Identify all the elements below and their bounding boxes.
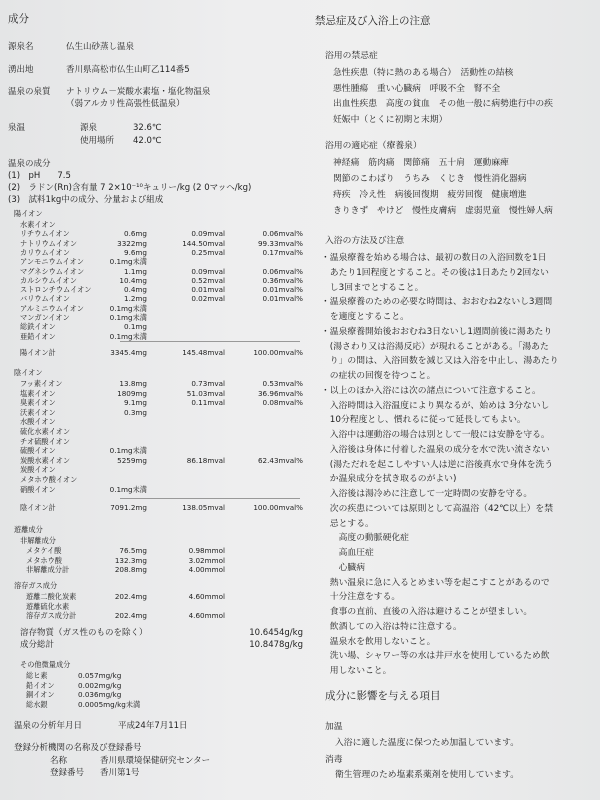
ion-mval-percent: 0.06mval% — [262, 266, 303, 276]
component-name: 遊離二酸化炭素 — [26, 592, 77, 601]
ion-mval-percent: 0.06mval% — [262, 229, 303, 239]
ion-mval-percent: 0.36mval% — [262, 275, 303, 285]
ion-name: 水素イオン — [20, 220, 56, 229]
total-value: 10.8478g/kg — [249, 640, 303, 650]
divider — [120, 341, 300, 342]
gas-title: 溶存ガス成分 — [14, 581, 58, 590]
ion-mval-percent: 100.00mval% — [253, 348, 303, 357]
indication-item: 痔疾 冷え性 病後回復期 疲労回復 健康増進 — [333, 190, 527, 200]
method-line: 心臓病 — [321, 562, 365, 573]
method-line: 温泉水を飲用しないこと。 — [321, 636, 436, 647]
ion-mg: 1.2mg — [124, 294, 147, 304]
ion-mg: 3322mg — [117, 238, 147, 248]
components-title: 温泉の成分 — [8, 159, 51, 169]
ion-name: 総鉄イオン — [20, 322, 56, 332]
method-line: 飲酒しての入浴は特に注意する。 — [321, 621, 462, 632]
temp-use-label: 使用場所 — [80, 136, 115, 146]
temp-source: 32.6℃ — [133, 123, 162, 133]
component-name: メタホウ酸 — [26, 555, 62, 565]
method-line: 高血圧症 — [321, 548, 374, 558]
trace-name: 鉛イオン — [26, 680, 55, 690]
temp-label: 泉温 — [8, 123, 26, 133]
ion-mg: 10.4mg — [119, 275, 147, 285]
method-line: り」の間は、入浴回数を減じ又は入浴を中止し、湯あたり — [321, 356, 559, 367]
quality-line-1: ナトリウム－炭酸水素塩・塩化物温泉 — [66, 87, 211, 97]
free-subtitle: 非解離成分 — [20, 536, 56, 545]
source-name-label: 源泉名 — [8, 42, 34, 52]
trace-value: 0.002mg/kg — [78, 680, 122, 690]
ion-mg: 7091.2mg — [110, 503, 147, 512]
ion-mval: 0.01mval — [191, 285, 225, 295]
ion-name: 水酸イオン — [20, 417, 56, 427]
ion-mval: 86.18mval — [186, 455, 225, 465]
divider — [120, 498, 300, 499]
ion-mval: 145.48mval — [182, 348, 225, 357]
trace-value: 0.036mg/kg — [78, 690, 122, 699]
ion-mval-percent: 100.00mval% — [253, 503, 303, 512]
ion-name: ストロンチウムイオン — [20, 285, 92, 295]
ion-name: カルシウムイオン — [20, 275, 77, 285]
ion-mval-percent: 0.01mval% — [262, 294, 303, 304]
ion-mg: 0.1mg未満 — [109, 303, 147, 313]
registry-no-label: 登録番号 — [50, 768, 85, 778]
ion-name: アルミニウムイオン — [20, 303, 84, 313]
ion-name: 硫化水素イオン — [20, 427, 71, 436]
ion-name: リチウムイオン — [20, 229, 70, 239]
method-line: (湯さわり又は浴湯反応）が現れることがある。「湯あた — [321, 341, 549, 352]
component-mmol: 0.98mmol — [188, 546, 225, 555]
trace-name: 銅イオン — [26, 690, 55, 699]
method-line: ・温泉療養を始める場合は、最初の数日の入浴回数を1日 — [321, 253, 547, 263]
cation-title: 陽イオン — [14, 209, 43, 218]
component-mg: 202.4mg — [114, 592, 147, 601]
ion-name: チオ硫酸イオン — [20, 436, 70, 446]
component-name: 非解離成分計 — [26, 565, 70, 574]
component-mg: 208.8mg — [114, 565, 147, 574]
ion-mval: 144.50mval — [182, 238, 225, 248]
location: 香川県高松市仏生山町乙114番5 — [66, 65, 190, 75]
method-line: 入浴後は身体に付着した温泉の成分を水で洗い流さない — [321, 444, 550, 455]
ion-mg: 9.6mg — [124, 247, 147, 257]
component-mmol: 4.60mmol — [188, 592, 225, 601]
method-line: 入浴後は湯冷めに注意して一定時間の安静を守る。 — [321, 489, 533, 499]
quality-line-2: （弱アルカリ性高張性低温泉） — [66, 99, 185, 109]
method-line: 10分程度とし、慣れるに従って延長してもよい。 — [321, 415, 526, 426]
indication-title: 浴用の適応症（療養泉） — [325, 141, 422, 151]
registry-name: 香川県環境保健研究センター — [100, 756, 211, 766]
ion-name: 塩素イオン — [20, 388, 56, 398]
ion-mg: 0.3mg — [124, 407, 147, 417]
ion-mg: 0.1mg未満 — [109, 257, 147, 267]
ion-name: 臭素イオン — [20, 398, 56, 408]
component-mg: 202.4mg — [114, 611, 147, 620]
component-mg: 76.5mg — [119, 546, 147, 555]
method-line: 入浴時間は入浴温度により異なるが、始めは 3分ないし — [321, 400, 550, 411]
ion-mval-percent: 0.53mval% — [262, 379, 303, 388]
ion-mg: 0.1mg未満 — [109, 331, 147, 341]
ion-name: メタホウ酸イオン — [20, 475, 78, 484]
component-name: 遊離硫化水素 — [26, 601, 70, 611]
heating-title: 加温 — [325, 722, 343, 732]
component-mmol: 4.00mmol — [188, 565, 225, 574]
ion-mg: 3345.4mg — [110, 348, 147, 357]
ion-mg: 0.1mg — [124, 322, 147, 332]
method-line: 十分注意をする。 — [321, 592, 401, 603]
method-line: か温泉成分を拭き取るのがよい) — [321, 474, 457, 485]
method-line: (湯ただれを起こしやすい人は逆に浴後真水で身体を洗う — [321, 459, 554, 470]
composition-title: 成分 — [8, 13, 29, 25]
ion-mval: 0.11mval — [191, 398, 225, 408]
ph-line: (1) pH 7.5 — [8, 171, 71, 181]
ion-mg: 0.1mg未満 — [109, 446, 147, 456]
total-label: 成分総計 — [20, 640, 55, 650]
ion-mg: 0.1mg未満 — [109, 484, 147, 494]
free-title: 遊離成分 — [14, 525, 43, 534]
ion-name: 亜鉛イオン — [20, 331, 56, 341]
ion-mval-percent: 99.33mval% — [257, 238, 303, 248]
indication-item: 神経痛 筋肉痛 関節痛 五十肩 運動麻痺 — [333, 158, 509, 168]
ion-name: フッ素イオン — [20, 379, 63, 388]
ion-name: アンモニウムイオン — [20, 257, 84, 267]
contraindication-item: 急性疾患（特に熱のある場合） 活動性の結核 — [333, 68, 514, 78]
contraindication-item: 悪性腫瘍 重い心臓病 呼吸不全 腎不全 — [333, 83, 501, 94]
component-name: メタケイ酸 — [26, 546, 62, 555]
indication-item: きりきず やけど 慢性皮膚病 虚弱児童 慢性婦人病 — [333, 206, 553, 216]
ion-mval-percent: 36.96mval% — [257, 388, 303, 398]
ion-mval-percent: 0.08mval% — [262, 398, 303, 408]
component-name: 溶存ガス成分計 — [26, 611, 77, 620]
trace-value: 0.0005mg/kg未満 — [78, 699, 141, 709]
method-line: を適度とすること。 — [321, 312, 409, 322]
method-line: 高度の動脈硬化症 — [321, 533, 409, 544]
method-line: し3回までとすること。 — [321, 282, 424, 293]
ion-name: 硝酸イオン — [20, 484, 56, 494]
disinfection-title: 消毒 — [325, 755, 343, 765]
affect-title: 成分に影響を与える項目 — [325, 690, 441, 702]
registry-name-label: 名称 — [50, 756, 68, 766]
anion-title: 陰イオン — [14, 368, 43, 377]
disinfection-note: 衛生管理のため塩素系薬剤を使用しています。 — [335, 770, 520, 780]
component-mmol: 4.60mmol — [188, 611, 225, 620]
trace-name: 総ヒ素 — [26, 671, 48, 680]
ion-mval: 51.03mval — [186, 388, 225, 398]
ion-name: 炭酸イオン — [20, 465, 56, 475]
trace-title: その他微量成分 — [20, 660, 71, 669]
ion-name: 陰イオン計 — [20, 503, 56, 512]
indication-item: 関節のこわばり うちみ くじき 慢性消化器病 — [333, 174, 527, 184]
quality-label: 温泉の泉質 — [8, 87, 51, 97]
method-line: ・温泉療養開始後おおむね3日ないし1週間前後に湯あたり — [321, 326, 553, 337]
ion-name: マグネシウムイオン — [20, 266, 85, 276]
ion-mg: 0.6mg — [124, 229, 147, 239]
ion-mval-percent: 0.17mval% — [262, 247, 303, 257]
ion-mval: 0.09mval — [191, 266, 225, 276]
ion-mval: 0.73mval — [191, 379, 225, 388]
source-name: 仏生山砂蒸し温泉 — [66, 42, 135, 52]
dissolved-label: 溶存物質（ガス性のものを除く） — [20, 628, 148, 638]
method-line: 入浴中は運動浴の場合は別として一般には安静を守る。 — [321, 430, 550, 440]
ion-name: 硫酸イオン — [20, 446, 56, 456]
method-line: あたり1回程度とすること。その後は1日あたり2回ない — [321, 267, 549, 278]
precautions-title: 禁忌症及び入浴上の注意 — [315, 15, 431, 27]
analysis-date-label: 温泉の分析年月日 — [14, 721, 83, 731]
ion-mg: 1809mg — [117, 388, 147, 398]
method-line: 次の疾患については原則として高温浴（42℃以上）を禁 — [321, 503, 554, 514]
ion-name: 沃素イオン — [20, 407, 56, 417]
ion-mg: 5259mg — [117, 455, 147, 465]
ion-mg: 9.1mg — [124, 398, 147, 408]
radon-line: (2) ラドン(Rn)含有量 7 2×10⁻¹⁰キュリー/kg (2 0マッヘ/kg) — [8, 183, 252, 193]
location-label: 湧出地 — [8, 65, 34, 75]
ion-name: マンガンイオン — [20, 313, 70, 322]
trace-name: 総水銀 — [26, 699, 48, 709]
ion-mval: 0.02mval — [191, 294, 225, 304]
contra-title: 浴用の禁忌症 — [325, 51, 378, 61]
analysis-date: 平成24年7月11日 — [118, 721, 188, 731]
method-title: 入浴の方法及び注意 — [325, 236, 405, 246]
component-mmol: 3.02mmol — [188, 555, 225, 565]
ion-mg: 13.8mg — [119, 379, 147, 388]
trace-value: 0.057mg/kg — [78, 671, 122, 680]
ion-name: ナトリウムイオン — [20, 238, 78, 248]
method-line: 忌とする。 — [321, 518, 374, 529]
method-line: ・以上のほか入浴には次の諸点について注意すること。 — [321, 385, 541, 396]
method-line: の症状の回復を待つこと。 — [321, 371, 436, 381]
registry-title: 登録分析機関の名称及び登録番号 — [14, 743, 142, 753]
ion-mg: 1.1mg — [124, 266, 147, 276]
ion-mval-percent: 62.43mval% — [257, 455, 303, 465]
ion-name: カリウムイオン — [20, 247, 70, 257]
component-mg: 132.3mg — [114, 555, 147, 565]
dissolved-value: 10.6454g/kg — [249, 628, 303, 638]
method-line: 食事の直前、直後の入浴は避けることが望ましい。 — [321, 607, 533, 617]
ion-name: 陽イオン計 — [20, 348, 56, 357]
method-line: 洗い場、シャワー等の水は井戸水を使用しているため飲 — [321, 651, 550, 662]
contraindication-item: 出血性疾患 高度の貧血 その他一般に病勢進行中の疾 — [333, 99, 553, 109]
ion-mval: 0.09mval — [191, 229, 225, 239]
ion-mval: 0.52mval — [191, 275, 225, 285]
ion-name: 炭酸水素イオン — [20, 455, 71, 465]
temp-source-label: 源泉 — [80, 123, 98, 133]
ion-mg: 0.1mg未満 — [109, 313, 147, 322]
method-line: ・温泉療養のための必要な時間は、おおむね2ないし3週間 — [321, 297, 553, 308]
temp-use: 42.0℃ — [133, 136, 162, 146]
heating-note: 入浴に適した温度に保つため加温しています。 — [335, 738, 520, 748]
method-line: 熱い温泉に急に入るとめまい等を起こすことがあるので — [321, 577, 550, 588]
ion-mval: 138.05mval — [182, 503, 225, 512]
sample-line: (3) 試料1kg中の成分、分量および組成 — [8, 195, 164, 205]
method-line: 用しないこと。 — [321, 666, 392, 676]
ion-name: バリウムイオン — [20, 294, 70, 304]
ion-mval: 0.25mval — [191, 247, 225, 257]
contraindication-item: 妊娠中（とくに初期と末期） — [333, 114, 448, 125]
ion-mval-percent: 0.01mval% — [262, 285, 303, 295]
registry-no: 香川第1号 — [100, 768, 140, 778]
ion-mg: 0.4mg — [124, 285, 147, 295]
